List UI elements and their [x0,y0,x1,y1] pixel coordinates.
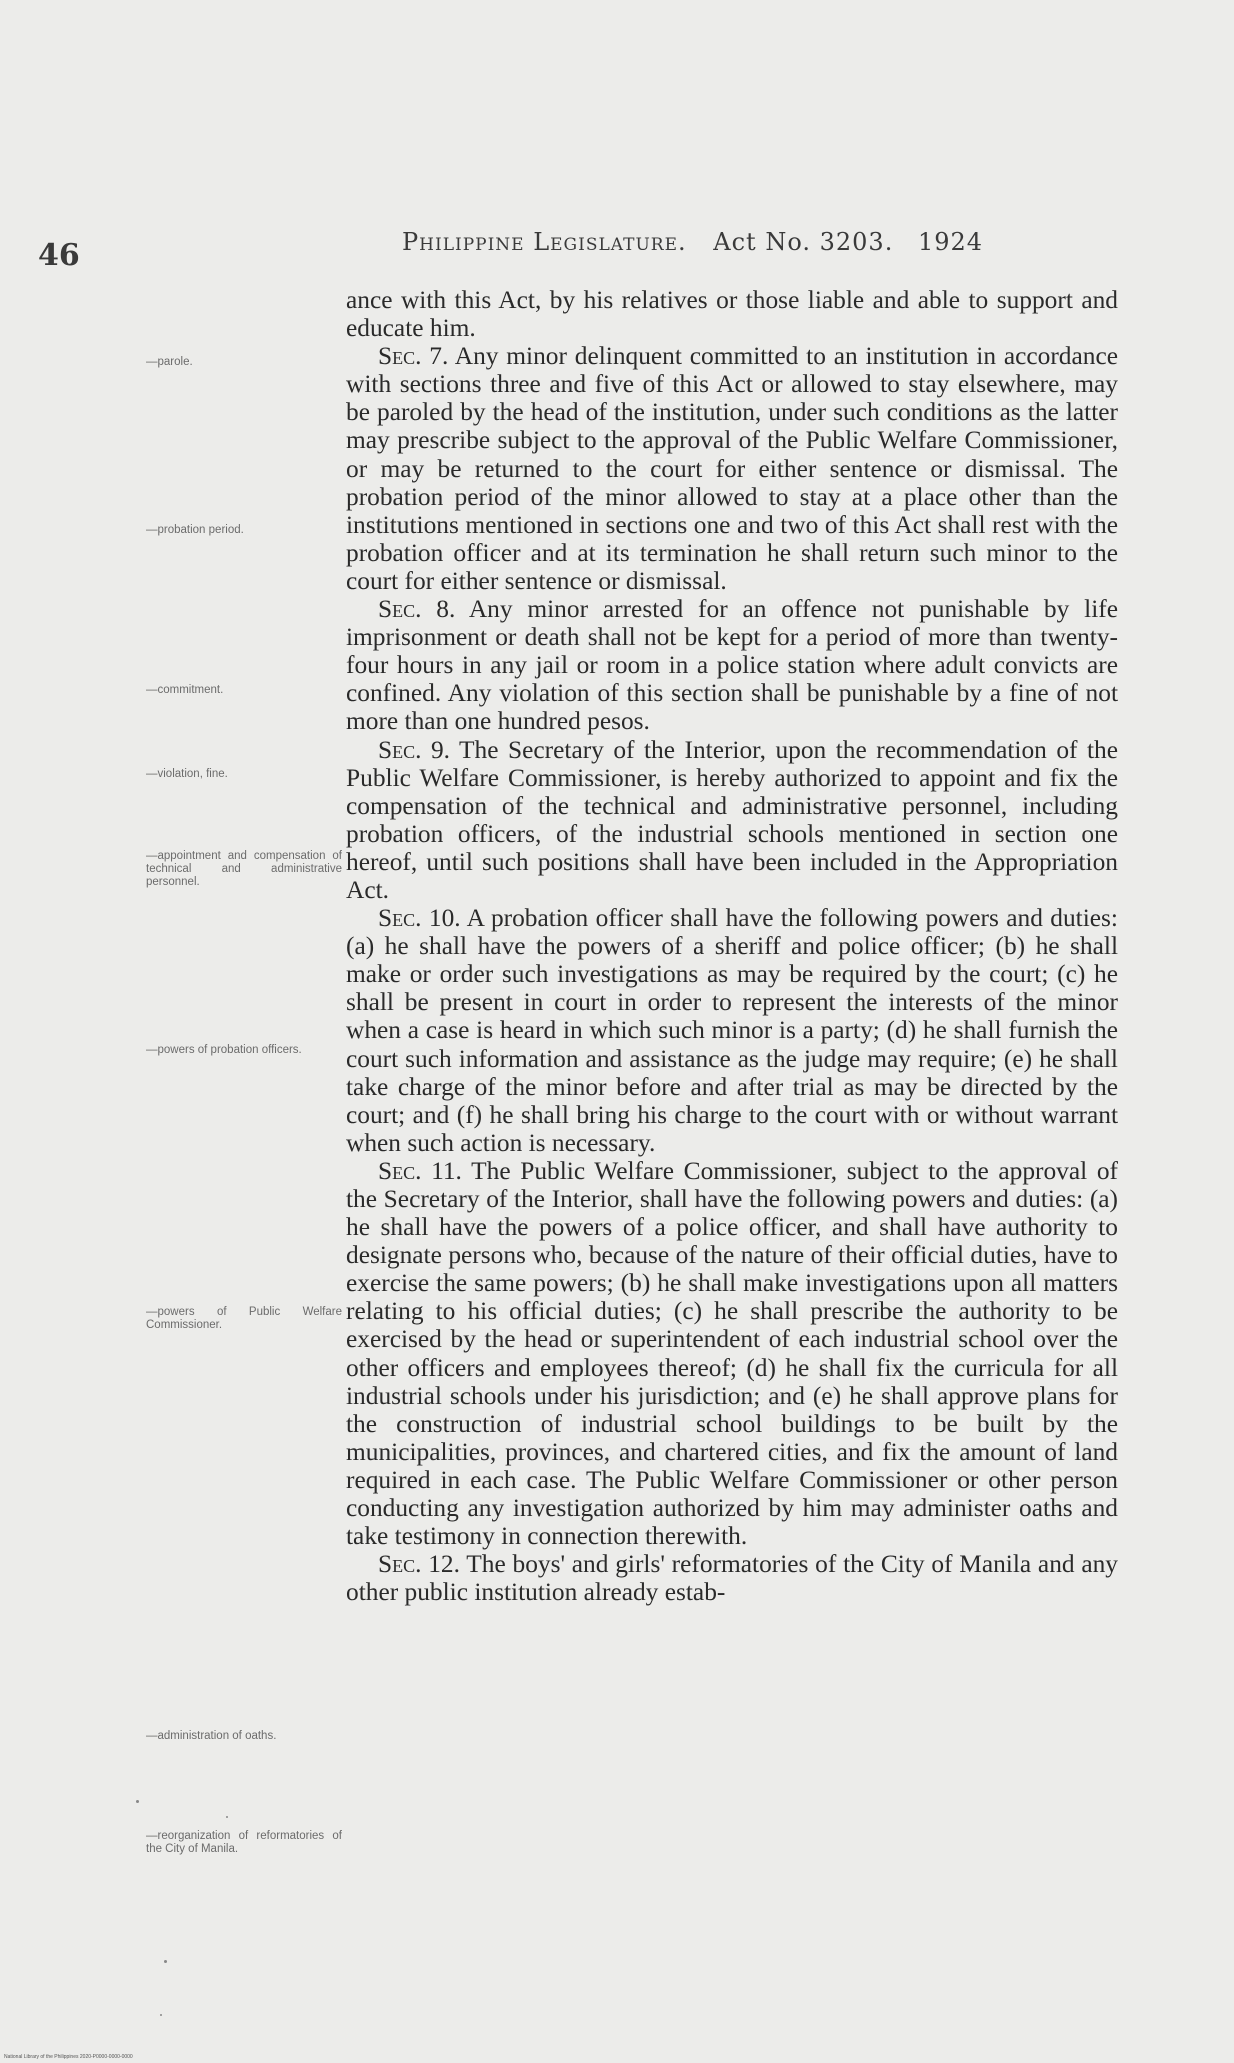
scan-speck [136,1800,139,1803]
margin-note-appointment: —appointment and compensation of technical and administrative personnel. [146,850,342,888]
page-number: 46 [38,238,80,273]
section-10 [346,904,1118,1157]
margin-note-parole: —parole. [146,356,193,368]
margin-note-reorganization: —reorganization of reformatories of the City of Manila. [146,1830,342,1855]
scan-speck [226,1816,228,1818]
section-12-label: Sec. 12. [378,1550,460,1579]
section-12 [346,1550,1118,1606]
section-7 [346,342,1118,595]
section-10-label: Sec. 10. [378,904,461,933]
section-8-text: Any minor arrested for an offence not punishable by life imprisonment or death shall not be kept for a period of more than twenty-four hours in any jail or room in a police station where adult convicts are confined. Any violation of this section shall be punishable by a fine of not more than one hundred pesos. [346,595,1118,736]
section-8 [346,595,1118,735]
section-7-label: Sec. 7. [378,342,449,371]
section-9 [346,736,1118,905]
margin-note-powers-probation: —powers of probation officers. [146,1044,302,1056]
section-12-text: The boys' and girls' reformatories of the City of Manila and any other public institution already estab- [346,1550,1118,1607]
section-7-text: Any minor delinquent committed to an institution in accordance with sections three and five of this Act or allowed to stay elsewhere, may be paroled by the head of the institution, under such conditions as the latter may prescribe subject to the approval of the Public Welfare Commissioner, or may be returned to the court for either sentence or dismissal. The probation period of the minor allowed to stay at a place other than the institutions mentioned in sections one and two of this Act shall rest with the probation officer and at its termination he shall return such minor to the court for either sentence or dismissal. [346,342,1118,595]
scan-speck [164,1960,167,1963]
scan-footer: National Library of the Philippines 2020-P0000-0000-0000 [4,2054,133,2060]
section-11-label: Sec. 11. [378,1156,462,1185]
running-head [402,228,1162,256]
margin-note-violation: —violation, fine. [146,768,228,780]
margin-note-commitment: —commitment. [146,684,224,696]
margin-note-administration-oaths: —administration of oaths. [146,1730,277,1742]
section-11-text: The Public Welfare Commissioner, subject to the approval of the Secretary of the Interior, shall have the following powers and duties: (a) he shall have the powers of a police officer, and shall have authority to designate persons who, because of the nature of their official duties, have to exercise the same powers; (b) he shall make investigations upon all matters relating to his official duties; (c) he shall prescribe the authority to be exercised by the head or superintendent of each industrial school over the other officers and employees thereof; (d) he shall fix the curricula for all industrial schools under his jurisdiction; and (e) he shall approve plans for the construction of industrial school buildings to be built by the municipalities, provinces, and chartered cities, and fix the amount of land required in each case. The Public Welfare Commissioner or other person conducting any investigation authorized by him may administer oaths and take testimony in connection therewith. [346,1156,1118,1551]
section-9-text: The Secretary of the Interior, upon the recommendation of the Public Welfare Commissioner, is hereby authorized to appoint and fix the compensation of the technical and administrative personnel, including probation officers, of the industrial schools mentioned in section one hereof, until such positions shall have been included in the Appropriation Act. [346,735,1118,904]
section-10-text: A probation officer shall have the following powers and duties: (a) he shall have the powers of a sheriff and police officer; (b) he shall make or order such investigations as may be required by the court; (c) he shall be present in court in order to represent the interests of the minor when a case is heard in which such minor is a party; (d) he shall furnish the court such information and assistance as the judge may require; (e) he shall take charge of the minor before and after trial as may be directed by the court; and (f) he shall bring his charge to the court with or without warrant when such action is necessary. [346,904,1118,1157]
body-text [346,286,1118,1606]
margin-note-powers-commissioner: —powers of Public Welfare Commissioner. [146,1306,342,1331]
section-11 [346,1157,1118,1550]
section-8-label: Sec. 8. [378,595,456,624]
running-head-title: Philippine Legislature. [402,228,687,256]
running-head-year: 1924 [917,228,984,256]
running-head-act: Act No. 3203. [713,228,894,256]
paragraph-continuation: ance with this Act, by his relatives or those liable and able to support and educate him. [346,286,1118,343]
section-9-label: Sec. 9. [378,735,451,764]
scan-speck [160,2014,162,2016]
margin-note-probation-period: —probation period. [146,524,244,536]
